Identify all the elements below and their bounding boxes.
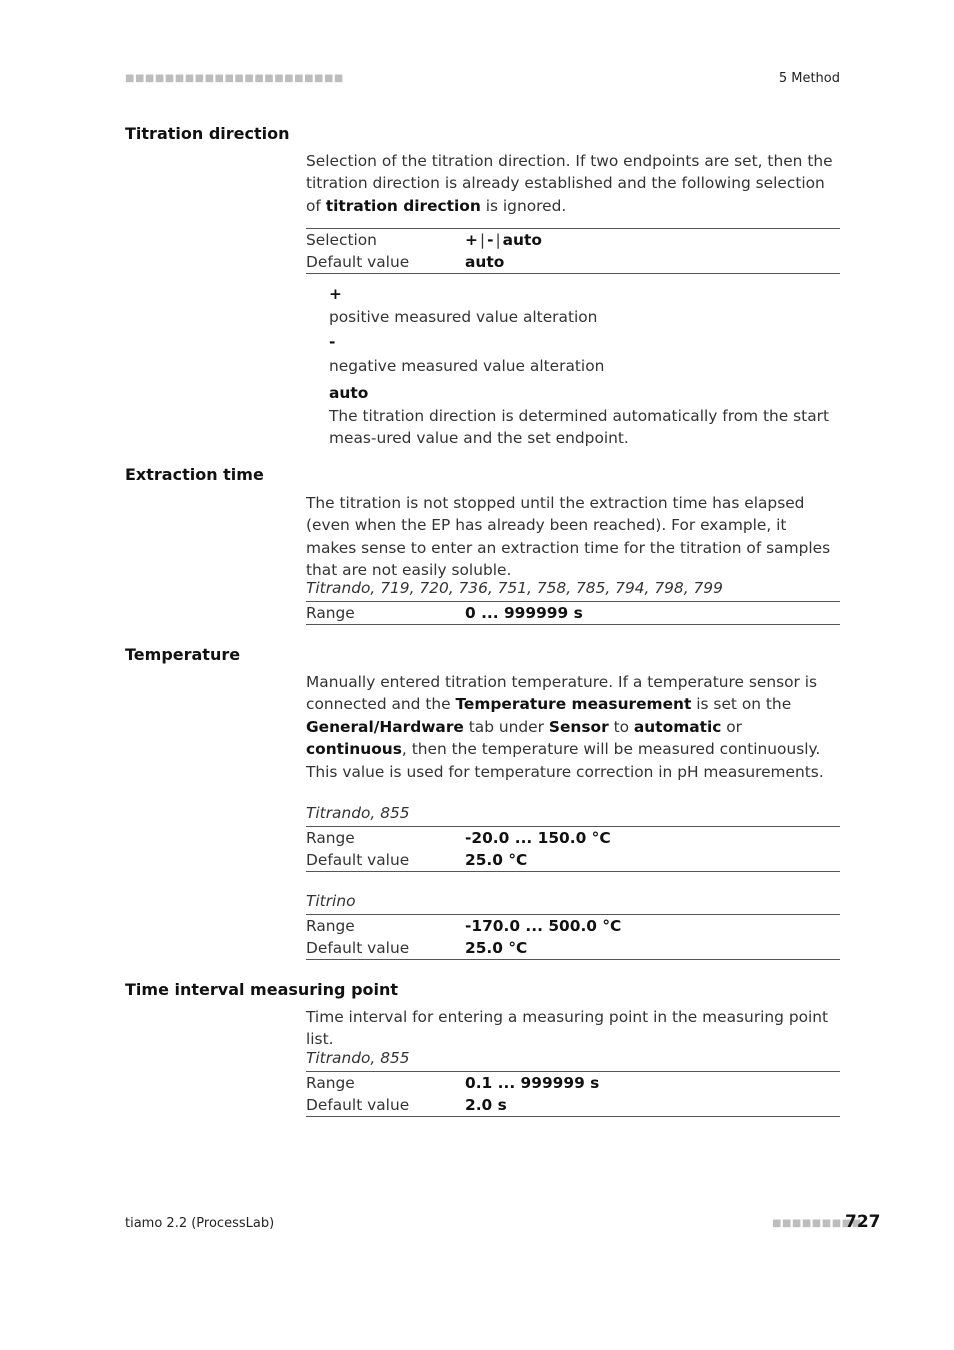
extraction-time-table [306, 601, 840, 625]
table-row [306, 251, 840, 273]
temperature-table-titrando [306, 826, 840, 872]
time-interval-description: Time interval for entering a measuring point in the measuring point list. [306, 1008, 829, 1049]
range-label: Range [306, 917, 355, 935]
time-interval-table [306, 1071, 840, 1117]
extraction-time-description: The titration is not stopped until the extraction time has elapsed (even when the EP has already been reached). For example, it makes sense to enter an extraction time for the titration of samples that are not easily soluble. [306, 494, 831, 580]
option-term-plus: + [329, 285, 342, 303]
page-number: 727 [845, 1212, 881, 1232]
section-title-temperature: Temperature [125, 645, 241, 664]
option-desc-plus: positive measured value alteration [329, 308, 598, 326]
footer-product-name: tiamo 2.2 (ProcessLab) [125, 1216, 275, 1231]
range-value: -20.0 ... 150.0 °C [465, 829, 611, 847]
section-title-extraction-time: Extraction time [125, 465, 264, 484]
table-row [306, 915, 840, 937]
temperature-description: Manually entered titration temperature. If a temperature sensor is connected and the Temperature measurement is set on the General/Hardware tab under Sensor to automatic or continuous, then the temperature will be measured continuously. This value is used for temperature correction in pH measurements. [306, 673, 824, 781]
footer-decoration: ■■■■■■■■■ [772, 1218, 862, 1229]
option-desc-minus: negative measured value alteration [329, 357, 605, 375]
header-decoration: ■■■■■■■■■■■■■■■■■■■■■■ [125, 73, 344, 84]
table-row [306, 1094, 840, 1116]
table-row [306, 849, 840, 871]
table-row [306, 602, 840, 624]
table-caption: Titrando, 855 [306, 804, 410, 822]
option-term-minus: - [329, 333, 336, 351]
option-term-auto: auto [329, 384, 369, 402]
default-value-label: Default value [306, 939, 410, 957]
default-value: 25.0 °C [465, 939, 528, 957]
default-value: 2.0 s [465, 1096, 507, 1114]
range-label: Range [306, 604, 355, 622]
default-value: 25.0 °C [465, 851, 528, 869]
chapter-title: 5 Method [778, 71, 840, 86]
range-value: -170.0 ... 500.0 °C [465, 917, 622, 935]
default-value-label: Default value [306, 851, 410, 869]
section-title-titration-direction: Titration direction [125, 124, 290, 143]
table-row [306, 827, 840, 849]
default-value: auto [465, 253, 505, 271]
table-caption: Titrando, 855 [306, 1049, 410, 1067]
table-row [306, 937, 840, 959]
range-label: Range [306, 1074, 355, 1092]
table-caption: Titrando, 719, 720, 736, 751, 758, 785, 794, 798, 799 [306, 579, 723, 597]
range-value: 0.1 ... 999999 s [465, 1074, 600, 1092]
selection-label: Selection [306, 231, 377, 249]
section-title-time-interval: Time interval measuring point [125, 980, 399, 999]
default-value-label: Default value [306, 1096, 410, 1114]
table-row [306, 1072, 840, 1094]
titration-direction-description: Selection of the titration direction. If two endpoints are set, then the titration direction is already established and the following selection of titration direction is ignored. [306, 152, 833, 215]
temperature-table-titrino [306, 914, 840, 960]
default-value-label: Default value [306, 253, 410, 271]
titration-direction-table [306, 228, 840, 274]
option-desc-auto: The titration direction is determined automatically from the start meas-ured value and the set endpoint. [329, 407, 829, 448]
range-value: 0 ... 999999 s [465, 604, 583, 622]
table-caption: Titrino [306, 892, 356, 910]
table-row [306, 229, 840, 251]
selection-value: + | - | auto [465, 231, 542, 249]
range-label: Range [306, 829, 355, 847]
